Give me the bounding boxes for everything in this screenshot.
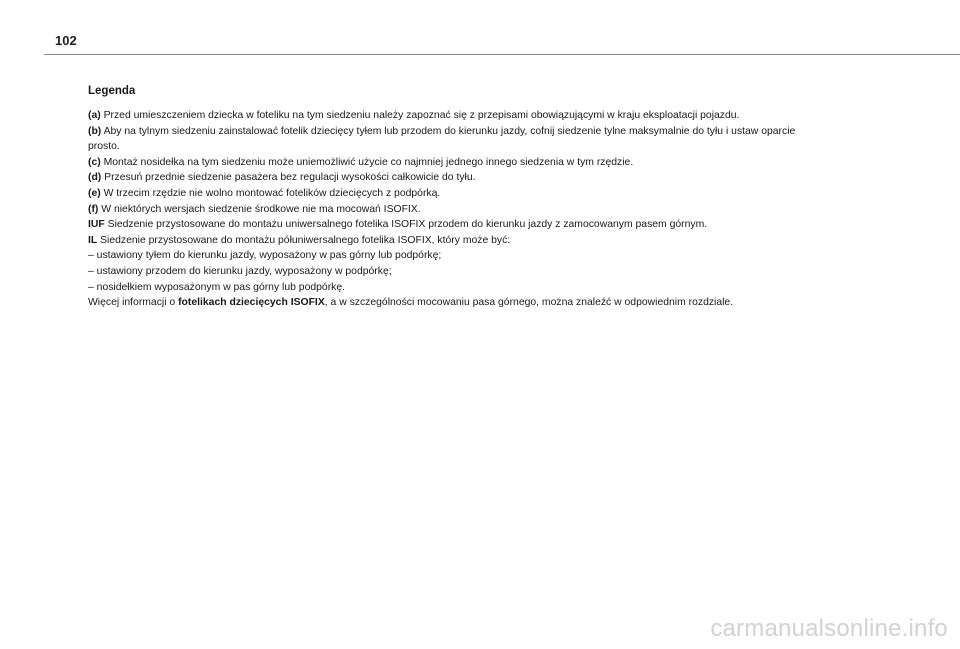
legend-tag: (d) bbox=[88, 172, 102, 184]
legend-tag: (e) bbox=[88, 187, 101, 199]
legend-subitem bbox=[88, 280, 918, 296]
header-divider bbox=[44, 54, 960, 55]
legend-text: – ustawiony tyłem do kierunku jazdy, wyposażony w pas górny lub podpórkę; bbox=[88, 250, 442, 262]
page-number: 102 bbox=[55, 33, 77, 48]
legend-tag: (a) bbox=[88, 110, 101, 121]
legend-item-c bbox=[88, 155, 918, 171]
legend-item-b bbox=[88, 124, 918, 140]
legend-text: Przed umieszczeniem dziecka w foteliku na tym siedzeniu należy zapoznać się z przepisami obowiązującymi w kraju eksploatacji pojazdu. bbox=[100, 110, 740, 121]
legend-tag: (c) bbox=[88, 156, 101, 168]
legend-text: Siedzenie przystosowane do montażu półuniwersalnego fotelika ISOFIX, który może być: bbox=[97, 234, 511, 246]
legend-tag: (b) bbox=[88, 125, 102, 137]
legend-tag: (f) bbox=[88, 203, 99, 215]
legend-section bbox=[88, 85, 918, 311]
more-info-prefix: Więcej informacji o bbox=[88, 297, 179, 309]
legend-text: Przesuń przednie siedzenie pasażera bez regulacji wysokości całkowicie do tyłu. bbox=[101, 172, 476, 184]
legend-tag: IL bbox=[88, 234, 98, 246]
legend-subitem bbox=[88, 264, 918, 280]
more-info-suffix: , a w szczególności mocowaniu pasa górnego, można znaleźć w odpowiednim rozdziale. bbox=[324, 297, 734, 309]
watermark: carmanualsonline.info bbox=[710, 615, 948, 642]
legend-text: Aby na tylnym siedzeniu zainstalować fotelik dziecięcy tyłem lub przodem do kierunku jazdy, cofnij siedzenie tylne maksymalnie do tyłu i ustaw oparcie bbox=[101, 125, 796, 137]
isofix-reference: fotelikach dziecięcych ISOFIX bbox=[178, 297, 325, 309]
legend-item-a bbox=[88, 108, 918, 124]
legend-text: – ustawiony przodem do kierunku jazdy, wyposażony w podpórkę; bbox=[88, 265, 392, 277]
more-info-paragraph bbox=[88, 295, 918, 311]
legend-subitem bbox=[88, 248, 918, 264]
legend-text: W niektórych wersjach siedzenie środkowe nie ma mocowań ISOFIX. bbox=[98, 203, 421, 215]
legend-tag: IUF bbox=[88, 219, 105, 231]
legend-text: W trzecim rzędzie nie wolno montować fotelików dziecięcych z podpórką. bbox=[100, 187, 441, 199]
legend-item-b-continued bbox=[88, 139, 918, 155]
legend-text: Siedzenie przystosowane do montażu uniwersalnego fotelika ISOFIX przodem do kierunku jazdy z zamocowanym pasem górnym. bbox=[104, 219, 708, 231]
legend-text: prosto. bbox=[88, 141, 120, 153]
legend-item-f bbox=[88, 202, 918, 218]
legend-item-e bbox=[88, 186, 918, 202]
legend-text: – nosidełkiem wyposażonym w pas górny lub podpórkę. bbox=[88, 281, 346, 293]
legend-item-iuf bbox=[88, 217, 918, 233]
legend-text: Montaż nosidełka na tym siedzeniu może uniemożliwić użycie co najmniej jednego innego siedzenia w tym rzędzie. bbox=[100, 156, 634, 168]
legend-item-il bbox=[88, 233, 918, 249]
legend-item-d bbox=[88, 170, 918, 186]
legend-title: Legenda bbox=[88, 85, 136, 97]
